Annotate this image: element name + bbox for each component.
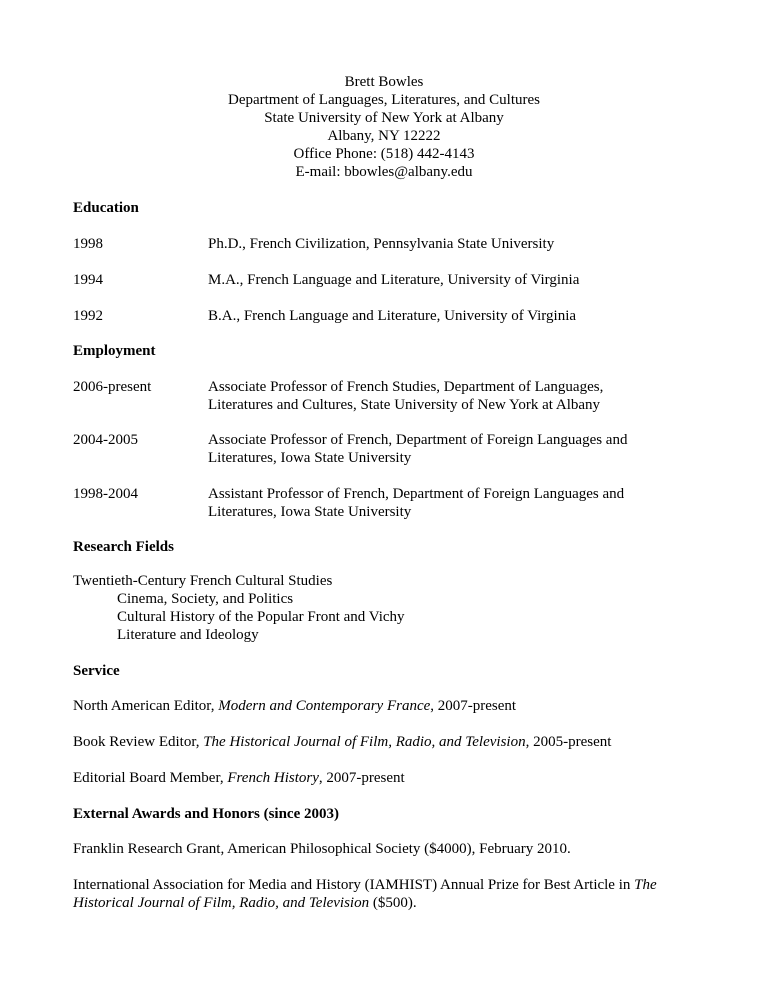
awards-heading: External Awards and Honors (since 2003) (73, 806, 339, 822)
service-item-1-journal: Modern and Contemporary France (218, 698, 431, 714)
service-item-3-journal: French History (227, 770, 319, 786)
service-item-2 (73, 733, 713, 751)
city: Albany, NY 12222 (327, 128, 441, 144)
employment-position-2-line2: Literatures, Iowa State University (208, 450, 412, 466)
employment-heading: Employment (73, 343, 156, 359)
service-item-1-role: North American Editor, (73, 698, 219, 714)
employment-position-1 (208, 378, 708, 414)
award-2-amount: ($500). (369, 895, 417, 911)
employment-years-1: 2006-present (73, 379, 152, 395)
service-item-2-dates: , 2005-present (525, 734, 612, 750)
award-2-journal-part2: Historical Journal of Film, Radio, and Television (73, 895, 370, 911)
email: E-mail: bbowles@albany.edu (295, 164, 473, 180)
education-year-2: 1994 (73, 272, 103, 288)
service-item-2-role: Book Review Editor, (73, 734, 204, 750)
employment-position-1-line2: Literatures and Cultures, State University of New York at Albany (208, 397, 601, 413)
research-subfield-2: Cultural History of the Popular Front and Vichy (117, 609, 405, 625)
education-degree-3: B.A., French Language and Literature, University of Virginia (208, 308, 577, 324)
employment-position-2-line1: Associate Professor of French, Department of Foreign Languages and (208, 432, 628, 448)
award-1: Franklin Research Grant, American Philosophical Society ($4000), February 2010. (73, 841, 571, 857)
employment-position-1-line1: Associate Professor of French Studies, Department of Languages, (208, 379, 604, 395)
service-item-3-role: Editorial Board Member, (73, 770, 228, 786)
research-heading: Research Fields (73, 539, 174, 555)
education-year-3: 1992 (73, 308, 103, 324)
service-item-1-dates: , 2007-present (430, 698, 517, 714)
service-item-3 (73, 769, 713, 787)
person-name: Brett Bowles (344, 74, 424, 90)
research-main-field: Twentieth-Century French Cultural Studies (73, 573, 333, 589)
award-2-journal-part1: The (634, 877, 657, 893)
department: Department of Languages, Literatures, and Cultures (228, 92, 540, 108)
employment-position-3-line1: Assistant Professor of French, Department of Foreign Languages and (208, 486, 625, 502)
employment-years-3: 1998-2004 (73, 486, 138, 502)
service-heading: Service (73, 663, 120, 679)
education-degree-2: M.A., French Language and Literature, University of Virginia (208, 272, 580, 288)
office-phone: Office Phone: (518) 442-4143 (293, 146, 475, 162)
employment-position-2 (208, 431, 708, 467)
award-2-text: International Association for Media and History (IAMHIST) Annual Prize for Best Article in (73, 877, 635, 893)
education-year-1: 1998 (73, 236, 103, 252)
employment-years-2: 2004-2005 (73, 432, 138, 448)
contact-header (0, 73, 768, 181)
service-item-1 (73, 697, 713, 715)
research-subfield-3: Literature and Ideology (117, 627, 259, 643)
education-heading: Education (73, 200, 139, 216)
research-subfield-1: Cinema, Society, and Politics (117, 591, 294, 607)
education-degree-1: Ph.D., French Civilization, Pennsylvania State University (208, 236, 555, 252)
university: State University of New York at Albany (264, 110, 504, 126)
service-item-3-dates: , 2007-present (318, 770, 405, 786)
award-2 (73, 876, 713, 912)
employment-position-3 (208, 485, 708, 521)
service-item-2-journal: The Historical Journal of Film, Radio, and Television (203, 734, 526, 750)
employment-position-3-line2: Literatures, Iowa State University (208, 504, 412, 520)
